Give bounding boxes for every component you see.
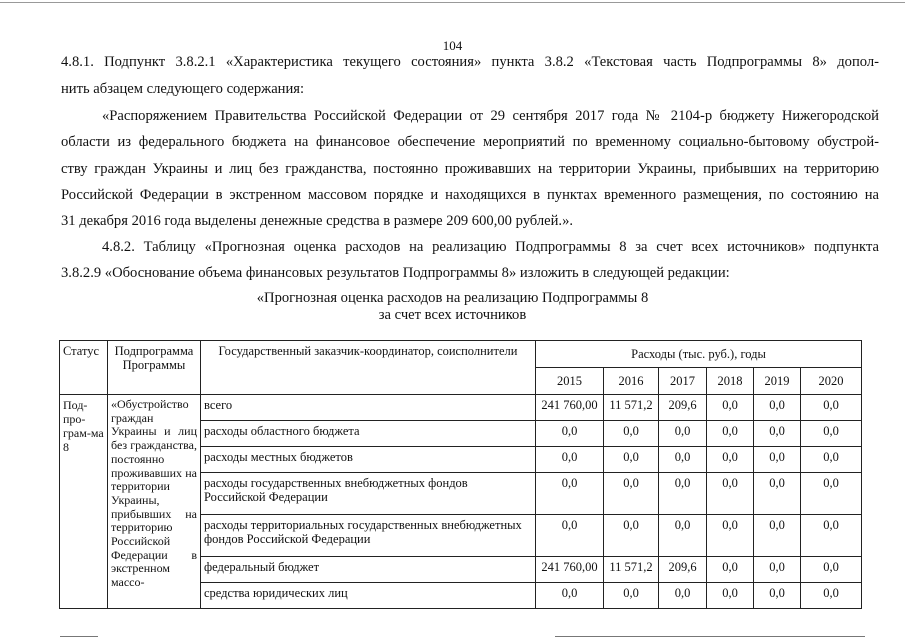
table-cell: 0,0 bbox=[707, 421, 754, 447]
table-cell: 0,0 bbox=[604, 473, 659, 515]
table-cell: 0,0 bbox=[754, 515, 801, 557]
table-row-total bbox=[60, 395, 862, 421]
header-year-2015: 2015 bbox=[536, 368, 604, 395]
paragraph-1-line-1: 4.8.1. Подпункт 3.8.2.1 «Характеристика текущего состояния» пункта 3.8.2 «Текстовая часть Подпрограммы 8» допол- bbox=[61, 54, 879, 70]
table-cell: 0,0 bbox=[659, 421, 707, 447]
table-cell: 0,0 bbox=[754, 583, 801, 609]
table-cell: 0,0 bbox=[754, 421, 801, 447]
paragraph-1-line-2: нить абзацем следующего содержания: bbox=[61, 81, 305, 97]
table-cell: 0,0 bbox=[707, 557, 754, 583]
table-cell: 0,0 bbox=[659, 515, 707, 557]
table-cell: 0,0 bbox=[801, 395, 862, 421]
table-cell: 0,0 bbox=[707, 515, 754, 557]
table-title-line-2: за счет всех источников bbox=[378, 307, 527, 323]
header-expenses: Расходы (тыс. руб.), годы bbox=[536, 341, 862, 368]
table-cell: 0,0 bbox=[801, 583, 862, 609]
header-year-2016: 2016 bbox=[604, 368, 659, 395]
table-cell: 0,0 bbox=[707, 473, 754, 515]
expenses-forecast-table bbox=[59, 340, 862, 609]
table-cell: 0,0 bbox=[536, 447, 604, 473]
page-top-edge bbox=[0, 2, 905, 3]
header-row-1 bbox=[60, 341, 862, 368]
table-cell: 11 571,2 bbox=[604, 395, 659, 421]
table-cell: 241 760,00 bbox=[536, 557, 604, 583]
footer-rule-right bbox=[555, 636, 865, 637]
table-cell: 0,0 bbox=[536, 515, 604, 557]
table-cell: 0,0 bbox=[604, 421, 659, 447]
header-status: Статус bbox=[60, 341, 108, 395]
program-cell: «Обустройство граждан Украины и лиц без гражданства, постоянно проживавших на территории Украины, прибывших на территорию Российской Федерации в экстренном массо- bbox=[108, 395, 201, 609]
footer-rule-left bbox=[60, 636, 98, 637]
table-cell: 0,0 bbox=[659, 583, 707, 609]
table-cell: 0,0 bbox=[604, 447, 659, 473]
table-cell: 0,0 bbox=[536, 421, 604, 447]
status-cell: Под-про-грам-ма 8 bbox=[60, 395, 108, 609]
table-cell: 0,0 bbox=[754, 473, 801, 515]
table-cell: 241 760,00 bbox=[536, 395, 604, 421]
table-cell: 0,0 bbox=[604, 515, 659, 557]
quote-line-4: Российской Федерации в экстренном массовом порядке и находящихся в пунктах временного размещения, по состоянию на bbox=[61, 187, 879, 203]
table-cell: 0,0 bbox=[536, 473, 604, 515]
table-cell: 0,0 bbox=[754, 447, 801, 473]
table-cell: 0,0 bbox=[536, 583, 604, 609]
table-cell: 0,0 bbox=[659, 447, 707, 473]
row-label: всего bbox=[201, 395, 536, 421]
row-label: расходы областного бюджета bbox=[201, 421, 536, 447]
quote-line-5: 31 декабря 2016 года выделены денежные средства в размере 209 600,00 рублей.». bbox=[61, 213, 574, 229]
table-cell: 0,0 bbox=[801, 515, 862, 557]
table-cell: 209,6 bbox=[659, 395, 707, 421]
row-label: расходы государственных внебюджетных фондов Российской Федерации bbox=[201, 473, 536, 515]
header-year-2019: 2019 bbox=[754, 368, 801, 395]
table-cell: 0,0 bbox=[801, 473, 862, 515]
table-cell: 0,0 bbox=[801, 421, 862, 447]
header-year-2020: 2020 bbox=[801, 368, 862, 395]
table-cell: 0,0 bbox=[707, 395, 754, 421]
header-program: Подпрограмма Программы bbox=[108, 341, 201, 395]
row-label: федеральный бюджет bbox=[201, 557, 536, 583]
row-label: расходы территориальных государственных внебюджетных фондов Российской Федерации bbox=[201, 515, 536, 557]
table-cell: 0,0 bbox=[707, 583, 754, 609]
table-cell: 0,0 bbox=[707, 447, 754, 473]
quote-line-1: «Распоряжением Правительства Российской Федерации от 29 сентября 2017 года № 2104-р бюджету Нижегородской bbox=[102, 108, 879, 124]
quote-line-2: области из федерального бюджета на финансовое обеспечение мероприятий по временному социально-бытовому обустрой- bbox=[61, 134, 879, 150]
table-cell: 0,0 bbox=[754, 557, 801, 583]
header-year-2018: 2018 bbox=[707, 368, 754, 395]
table-cell: 0,0 bbox=[801, 557, 862, 583]
table-cell: 209,6 bbox=[659, 557, 707, 583]
paragraph-2-line-1: 4.8.2. Таблицу «Прогнозная оценка расходов на реализацию Подпрограммы 8 за счет всех источников» подпункта bbox=[102, 239, 879, 255]
paragraph-2-line-2: 3.8.2.9 «Обоснование объема финансовых результатов Подпрограммы 8» изложить в следующей редакции: bbox=[61, 265, 730, 281]
header-year-2017: 2017 bbox=[659, 368, 707, 395]
page-number: 104 bbox=[442, 38, 463, 53]
row-label: расходы местных бюджетов bbox=[201, 447, 536, 473]
quote-line-3: ству граждан Украины и лиц без гражданства, постоянно проживавших на территории Украины, прибывших на территорию bbox=[61, 161, 879, 177]
table-cell: 11 571,2 bbox=[604, 557, 659, 583]
table-cell: 0,0 bbox=[801, 447, 862, 473]
row-label: средства юридических лиц bbox=[201, 583, 536, 609]
table-cell: 0,0 bbox=[659, 473, 707, 515]
table-cell: 0,0 bbox=[754, 395, 801, 421]
header-customer: Государственный заказчик-координатор, соисполнители bbox=[201, 341, 536, 395]
table-title-line-1: «Прогнозная оценка расходов на реализацию Подпрограммы 8 bbox=[256, 290, 649, 306]
table-cell: 0,0 bbox=[604, 583, 659, 609]
